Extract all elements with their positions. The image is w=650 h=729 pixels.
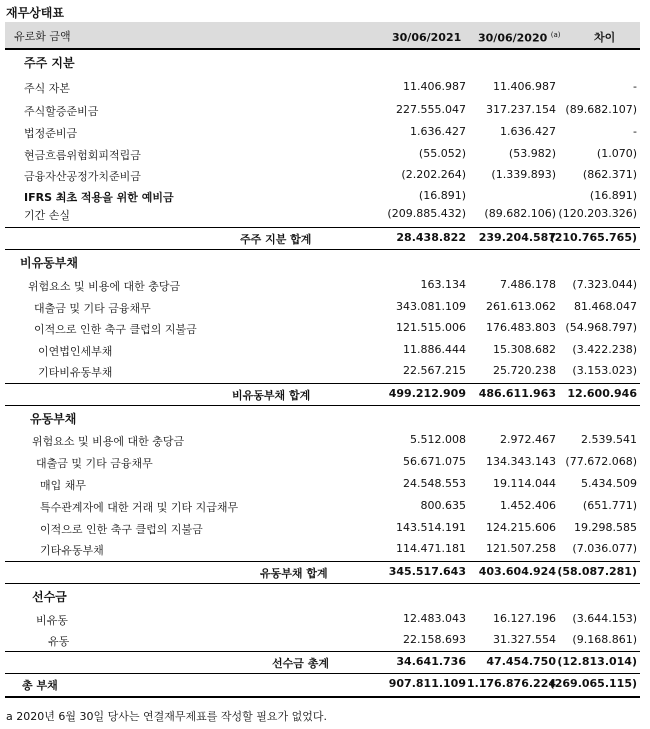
row-label: 법정준비금: [24, 127, 78, 140]
value-2021: (209.885.432): [387, 207, 466, 220]
value-2020: 1.452.406: [500, 499, 556, 512]
row-label: 주주 지분: [24, 56, 75, 70]
divider: [5, 651, 640, 652]
table-row: [0, 612, 650, 630]
row-label: 특수관계자에 대한 거래 및 기타 지급채무: [40, 501, 239, 514]
section-equity: [0, 54, 650, 72]
value-2021: 907.811.109: [388, 677, 466, 690]
row-label: 위험요소 및 비용에 대한 충당금: [32, 435, 185, 448]
table-row: [0, 477, 650, 495]
value-diff: (54.968.797): [565, 321, 637, 334]
row-label: 기간 손실: [24, 209, 71, 222]
divider: [5, 583, 640, 584]
value-diff: (7.036.077): [572, 542, 637, 555]
row-label: 유동부채 합계: [260, 567, 328, 580]
value-2020: 47.454.750: [486, 655, 556, 668]
value-2021: 56.671.075: [403, 455, 466, 468]
value-2021: 114.471.181: [396, 542, 466, 555]
total-row: [0, 387, 650, 405]
table-row: [0, 343, 650, 361]
value-diff: (7.323.044): [572, 278, 637, 291]
column-header-difference: 차이: [594, 31, 616, 44]
row-label: 선수금 총계: [272, 657, 329, 670]
section-current-liabilities: [0, 410, 650, 428]
divider: [5, 405, 640, 406]
row-label: 주식할증준비금: [24, 105, 99, 118]
row-label: 대출금 및 기타 금융채무: [34, 302, 151, 315]
row-label: 비유동부채 합계: [232, 389, 311, 402]
value-diff: (89.682.107): [565, 103, 637, 116]
value-2021: 1.636.427: [410, 125, 466, 138]
value-2021: 11.406.987: [403, 80, 466, 93]
row-label: 기타유동부채: [40, 544, 104, 557]
value-diff: (3.422.238): [572, 343, 637, 356]
table-row: [0, 542, 650, 560]
value-diff: 12.600.946: [567, 387, 637, 400]
total-row: [0, 655, 650, 673]
table-row: [0, 321, 650, 339]
page-title: 재무상태표: [6, 6, 64, 20]
value-2021: (16.891): [418, 189, 466, 202]
value-2020: 15.308.682: [493, 343, 556, 356]
table-row: [0, 207, 650, 225]
table-row: [0, 300, 650, 318]
row-label: 주주 지분 합계: [240, 233, 312, 246]
value-2020: 25.720.238: [493, 364, 556, 377]
table-row: [0, 147, 650, 165]
value-2020: 31.327.554: [493, 633, 556, 646]
row-label: 비유동: [36, 614, 68, 627]
value-2020: 16.127.196: [493, 612, 556, 625]
value-2020: 1.176.876.224: [466, 677, 556, 690]
table-row: [0, 80, 650, 98]
footnote: a 2020년 6월 30일 당사는 연결재무제표를 작성할 필요가 없었다.: [6, 710, 327, 723]
divider: [5, 383, 640, 384]
value-2021: 163.134: [420, 278, 466, 291]
row-label: IFRS 최초 적용을 위한 예비금: [24, 191, 174, 204]
row-label: 유동: [48, 635, 70, 648]
value-2020: 317.237.154: [486, 103, 556, 116]
row-label: 선수금: [32, 590, 67, 604]
value-2021: 12.483.043: [403, 612, 466, 625]
value-2020: (89.682.106): [484, 207, 556, 220]
value-2020: 19.114.044: [493, 477, 556, 490]
value-2021: 121.515.006: [396, 321, 466, 334]
row-label: 총 부채: [22, 679, 58, 692]
value-2021: 499.212.909: [388, 387, 466, 400]
value-diff: 5.434.509: [581, 477, 637, 490]
value-2020: 11.406.987: [493, 80, 556, 93]
value-diff: (16.891): [589, 189, 637, 202]
column-header-2021: 30/06/2021: [392, 31, 462, 44]
row-label: 주식 자본: [24, 82, 71, 95]
total-row: [0, 565, 650, 583]
table-row: [0, 433, 650, 451]
value-diff: -: [633, 80, 637, 93]
value-2020: 7.486.178: [500, 278, 556, 291]
section-advances: [0, 588, 650, 606]
value-diff: 81.468.047: [574, 300, 637, 313]
value-2021: 143.514.191: [396, 521, 466, 534]
header-rule: [5, 48, 640, 50]
divider: [5, 561, 640, 562]
row-label: 이연법인세부채: [38, 345, 113, 358]
value-2020: (53.982): [508, 147, 556, 160]
value-diff: 19.298.585: [574, 521, 637, 534]
divider: [5, 227, 640, 228]
row-label: 비유동부채: [20, 256, 78, 270]
table-row: [0, 189, 650, 207]
value-2020: 486.611.963: [478, 387, 556, 400]
value-2021: (55.052): [418, 147, 466, 160]
value-2021: 22.567.215: [403, 364, 466, 377]
table-row: [0, 278, 650, 296]
value-2021: 345.517.643: [388, 565, 466, 578]
value-2021: 28.438.822: [396, 231, 466, 244]
row-label: 현금흐름위험회피적립금: [24, 149, 141, 162]
row-label: 금융자산공정가치준비금: [24, 170, 141, 183]
value-2021: (2.202.264): [401, 168, 466, 181]
column-header-2020: 30/06/2020 $^{(a)}$: [478, 31, 561, 45]
table-row: [0, 455, 650, 473]
value-diff: (58.087.281): [557, 565, 637, 578]
value-2020: (1.339.893): [491, 168, 556, 181]
value-2021: 11.886.444: [403, 343, 466, 356]
table-row: [0, 125, 650, 143]
value-diff: (651.771): [582, 499, 637, 512]
value-2021: 5.512.008: [410, 433, 466, 446]
value-diff: (77.672.068): [565, 455, 637, 468]
row-label: 유동부채: [30, 412, 77, 426]
table-row: [0, 633, 650, 651]
value-diff: (1.070): [596, 147, 637, 160]
value-2020: 261.613.062: [486, 300, 556, 313]
value-diff: -: [633, 125, 637, 138]
value-2020: 403.604.924: [478, 565, 556, 578]
value-diff: (120.203.326): [558, 207, 637, 220]
value-diff: (9.168.861): [572, 633, 637, 646]
value-2020: 121.507.258: [486, 542, 556, 555]
value-2021: 343.081.109: [396, 300, 466, 313]
value-diff: (862.371): [582, 168, 637, 181]
value-2020: 1.636.427: [500, 125, 556, 138]
total-row: [0, 231, 650, 249]
row-label: 기타비유동부채: [38, 366, 113, 379]
table-row: [0, 168, 650, 186]
value-diff: (269.065.115): [549, 677, 637, 690]
value-2020: 124.215.606: [486, 521, 556, 534]
value-2020: 2.972.467: [500, 433, 556, 446]
value-diff: (210.765.765): [549, 231, 637, 244]
row-label: 매입 채무: [40, 479, 87, 492]
value-2021: 227.555.047: [396, 103, 466, 116]
value-diff: (3.644.153): [572, 612, 637, 625]
value-2020: 176.483.803: [486, 321, 556, 334]
value-2021: 24.548.553: [403, 477, 466, 490]
row-label: 위험요소 및 비용에 대한 충당금: [28, 280, 181, 293]
value-diff: (12.813.014): [557, 655, 637, 668]
value-2020: 239.204.587: [478, 231, 556, 244]
table-row: [0, 499, 650, 517]
value-2021: 800.635: [420, 499, 466, 512]
bottom-rule: [5, 696, 640, 698]
section-noncurrent-liabilities: [0, 254, 650, 272]
value-diff: 2.539.541: [581, 433, 637, 446]
divider: [5, 673, 640, 674]
table-row: [0, 364, 650, 382]
table-row: [0, 103, 650, 121]
value-2021: 34.641.736: [396, 655, 466, 668]
table-row: [0, 521, 650, 539]
currency-label: 유로화 금액: [14, 30, 71, 43]
value-2021: 22.158.693: [403, 633, 466, 646]
grand-total-row: [0, 677, 650, 695]
row-label: 이적으로 인한 축구 클럽의 지불금: [40, 523, 203, 536]
row-label: 이적으로 인한 축구 클럽의 지불금: [34, 323, 197, 336]
row-label: 대출금 및 기타 금융채무: [36, 457, 153, 470]
value-diff: (3.153.023): [572, 364, 637, 377]
value-2020: 134.343.143: [486, 455, 556, 468]
divider: [5, 249, 640, 250]
